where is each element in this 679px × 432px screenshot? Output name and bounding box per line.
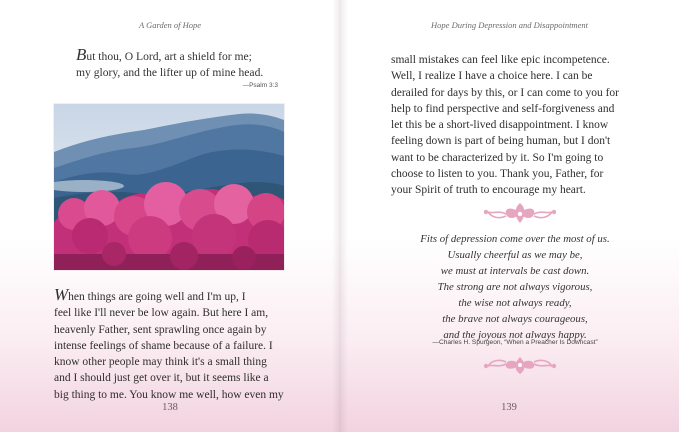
running-head-right: Hope During Depression and Disappointment [431,20,588,30]
verse-line-1-text: ut thou, O Lord, art a shield for me; [86,50,252,63]
quote-line: and the joyous not always happy. [443,329,587,341]
right-body-line: derailed for days by this, or I can come to you for [391,86,620,99]
right-body-line: let this be a short-lived disappointment. I know [391,119,609,132]
quote-line: we must at intervals be cast down. [440,265,590,277]
right-body-line: want to be characterized by it. So I'm going to [391,151,604,164]
right-body-line: choose to listen to you. Thank you, Father, for [391,168,604,181]
left-body-line-1-text: hen things are going well and I'm up, I [68,291,246,303]
verse-dropcap: B [76,45,87,64]
right-body-text [391,52,631,199]
spurgeon-quote [395,231,635,343]
verse-reference: —Psalm 3:3 [242,82,278,89]
landscape-photo [54,104,284,270]
body-dropcap: W [54,285,69,304]
right-body-line: feeling down is part of being human, but I don't [391,135,611,148]
quote-line: Usually cheerful as we may be, [447,249,583,261]
quote-line: Fits of depression come over the most of us. [420,233,610,245]
mountain-flower-illustration [54,104,284,270]
quote-attribution: —Charles H. Spurgeon, “When a Preacher Is Downcast” [432,339,598,346]
floral-ornament-icon [470,355,570,377]
left-body-line: feel like I'll never be low again. But here I am, [54,307,269,320]
quote-line: the brave not always courageous, [442,313,588,325]
scripture-verse [76,47,276,81]
left-body-line: intense feelings of shame because of a failure. I [54,339,273,352]
left-body-line: know other people may think it's a small thing [54,356,267,369]
left-body-line: heavenly Father, sent sprawling once again by [54,323,267,336]
quote-line: The strong are not always vigorous, [437,281,593,293]
left-body-line: big thing to me. You know me well, how even my [54,388,284,401]
right-body-line: your Spirit of truth to encourage my heart. [391,184,586,197]
running-head-left: A Garden of Hope [138,20,202,30]
left-body-line: and I should just get over it, but it seems like a [54,372,269,385]
quote-line: the wise not always ready, [458,297,572,309]
right-body-line: help to find perspective and self-forgiveness and [391,102,615,115]
right-body-line: small mistakes can feel like epic incompetence. [391,54,610,66]
left-body-line [54,287,286,305]
right-body-line: Well, I realize I have a choice here. I can be [391,70,593,83]
floral-ornament-icon [470,200,570,226]
left-body-text [54,287,286,403]
verse-line-1 [76,47,276,65]
verse-line-2: my glory, and the lifter up of mine head. [76,66,264,79]
page-number-left: 138 [162,402,178,413]
book-spine [332,0,348,432]
page-number-right: 139 [501,402,517,413]
